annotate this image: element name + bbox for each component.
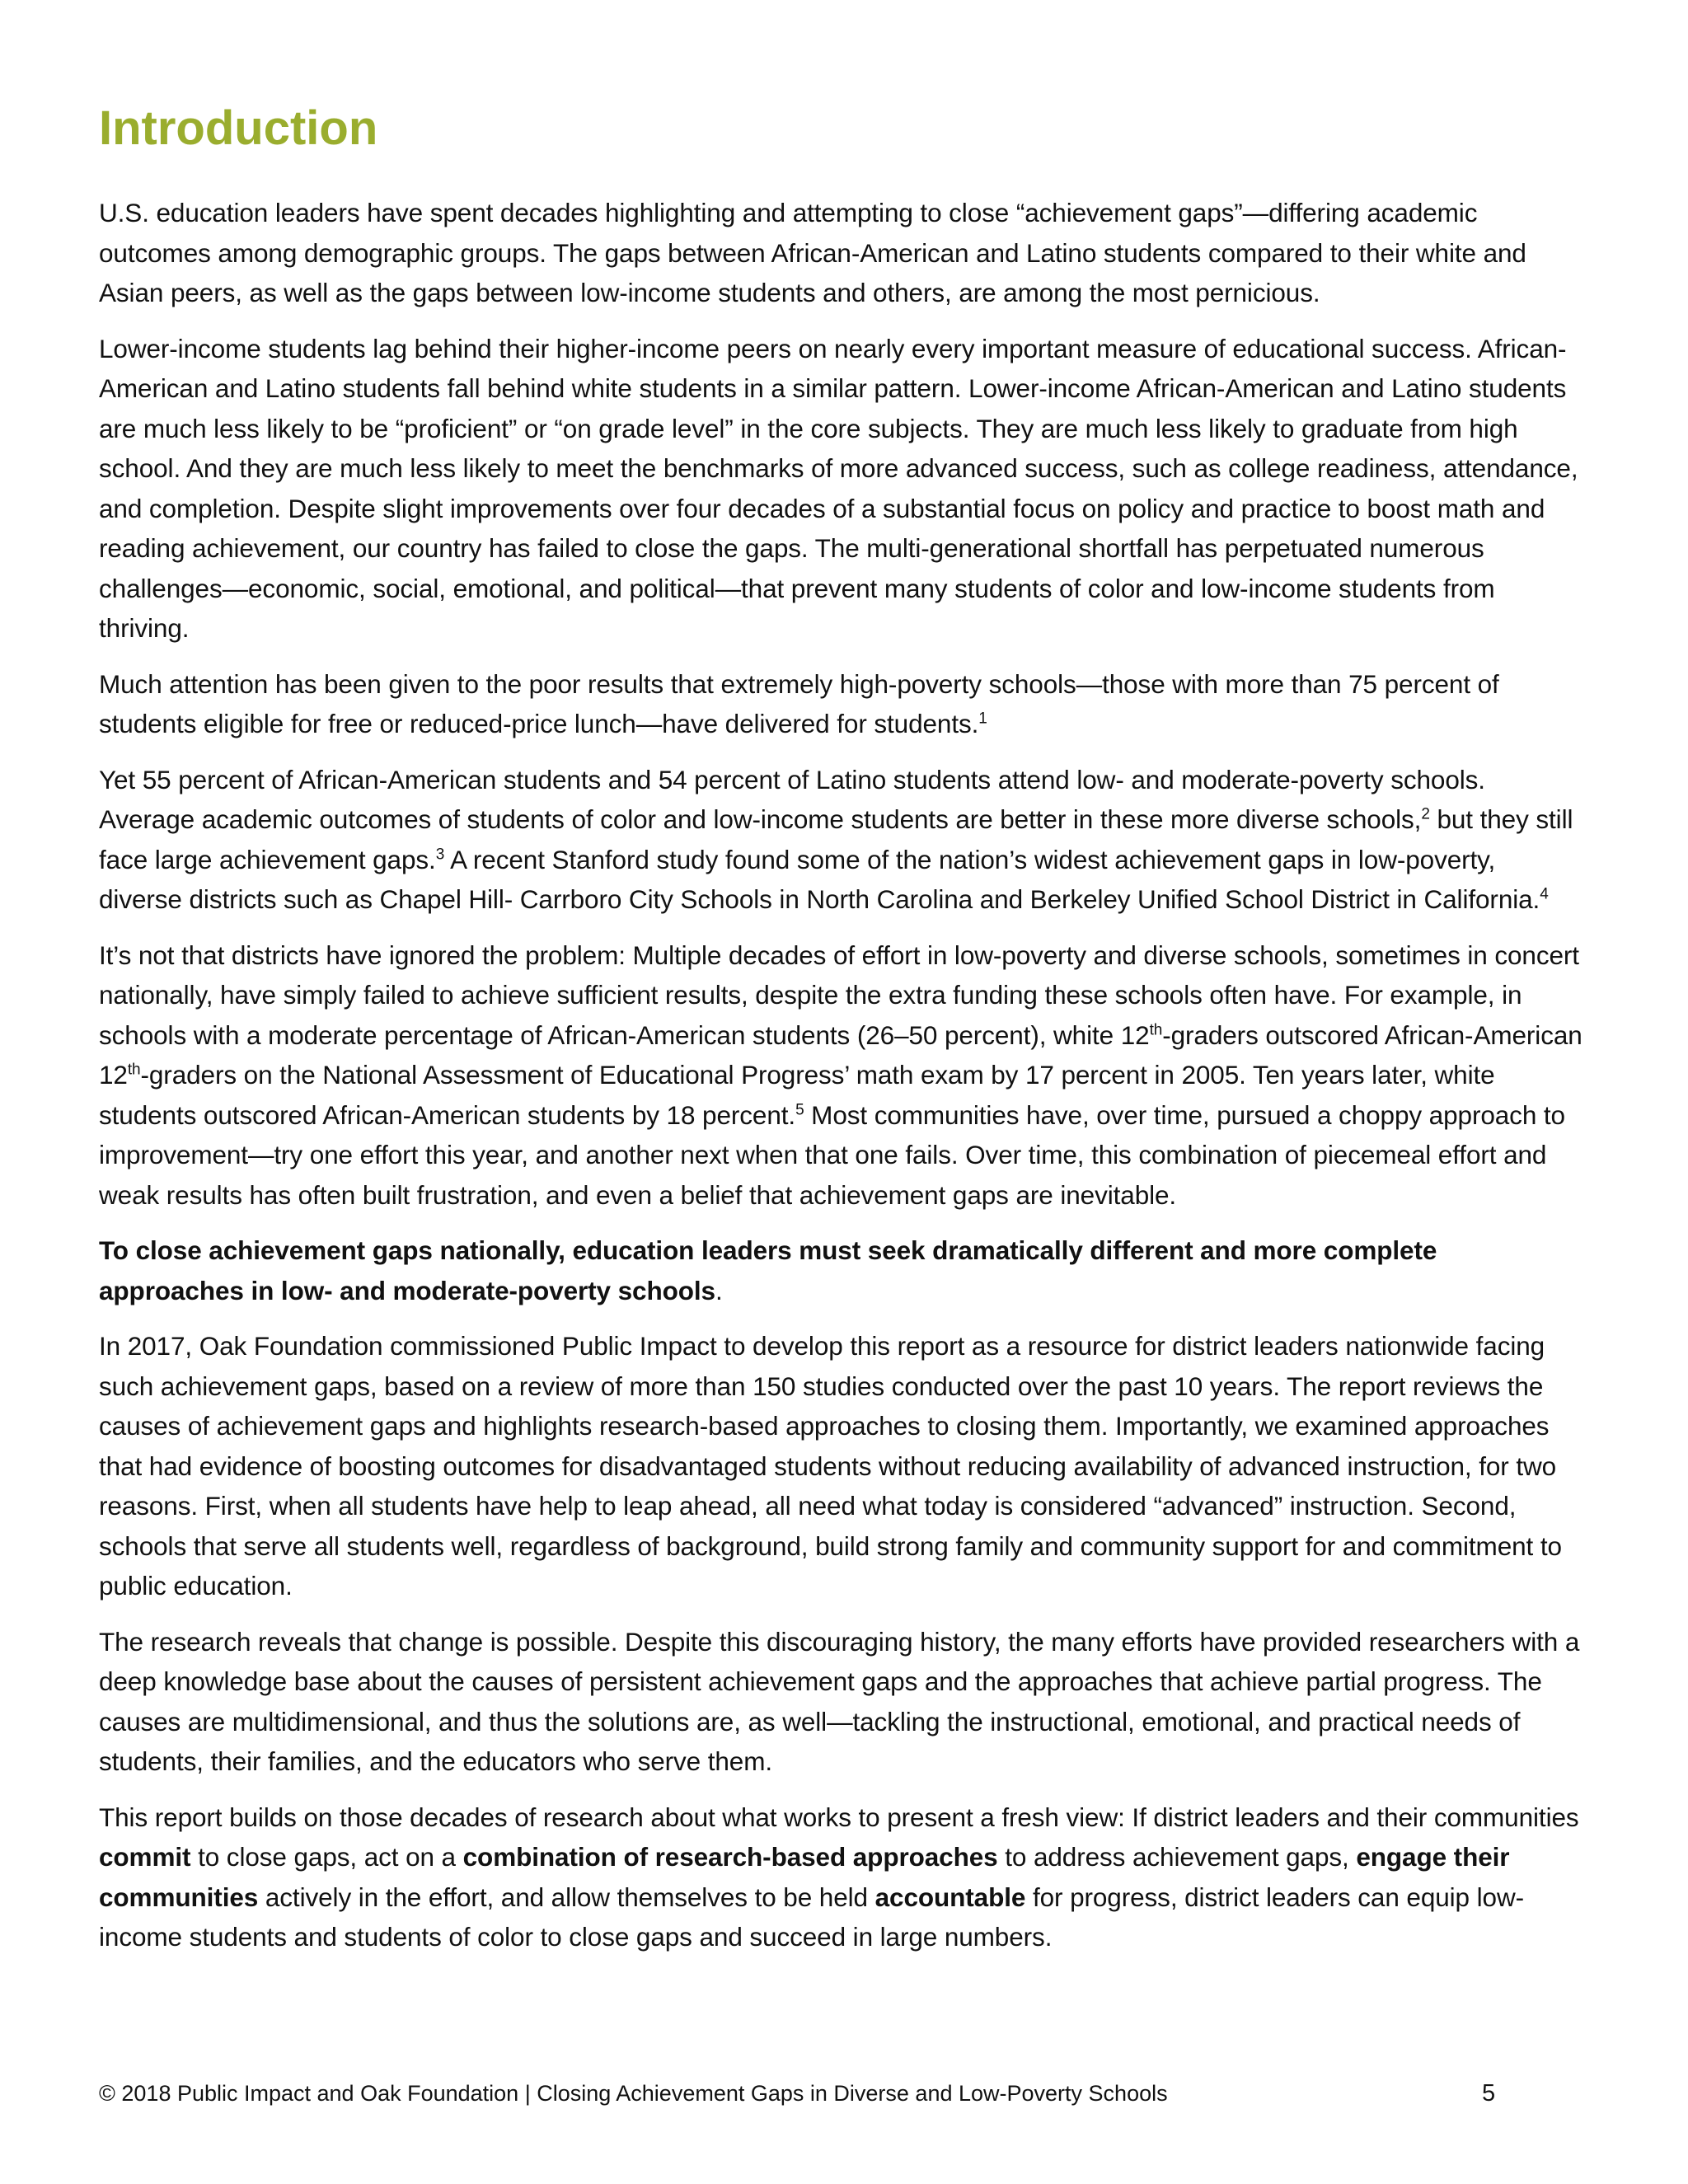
paragraph-9-text-d: to address achievement gaps,: [997, 1842, 1357, 1872]
paragraph-4-text-a: Yet 55 percent of African-American students and 54 percent of Latino students attend low- and moderate-poverty schools. Average academic outcomes of students of color and low-income students are better in these more diverse schools,: [99, 764, 1485, 834]
bold-engage: engage their communities: [99, 1842, 1510, 1912]
bold-commit: commit: [99, 1842, 191, 1872]
paragraph-3-text: Much attention has been given to the poor results that extremely high-poverty schools—those with more than 75 percent of students eligible for free or reduced-price lunch—have delivered for students.: [99, 668, 1499, 738]
paragraph-2: Lower-income students lag behind their higher-income peers on nearly every important measure of educational success. African-American and Latino students fall behind white students in a similar pattern. Lower-income African-American and Latino students are much less likely to be “proficient” or “on grade level” in the core subjects. They are much less likely to graduate from high school. And they are much less likely to meet the benchmarks of more advanced success, such as college readiness, attendance, and completion. Despite slight improvements over four decades of a substantial focus on policy and practice to boost math and reading achievement, our country has failed to close the gaps. The multi-generational shortfall has perpetuated numerous challenges—economic, social, emotional, and political—that prevent many students of color and low-income students from thriving.: [99, 333, 1578, 643]
callout-bold-text: To close achievement gaps nationally, education leaders must seek dramatically different and more complete approaches in low- and moderate-poverty schools: [99, 1235, 1437, 1305]
page-content: [99, 97, 1582, 1973]
footnote-ref-2: 2: [1421, 805, 1430, 823]
paragraph-7: In 2017, Oak Foundation commissioned Public Impact to develop this report as a resource for district leaders nationwide facing such achievement gaps, based on a review of more than 150 studies conducted over the past 10 years. The report reviews the causes of achievement gaps and highlights research-based approaches to closing them. Importantly, we examined approaches that had evidence of boosting outcomes for disadvantaged students without reducing availability of advanced instruction, for two reasons. First, when all students have help to leap ahead, all need what today is considered “advanced” instruction. Second, schools that serve all students well, regardless of background, build strong family and community support for and commitment to public education.: [99, 1331, 1562, 1601]
footnote-ref-1: 1: [978, 710, 987, 728]
paragraph-5: [99, 935, 1582, 1216]
bold-accountable: accountable: [874, 1882, 1026, 1912]
paragraph-4-text-c: A recent Stanford study found some of the nation’s widest achievement gaps in low-poverty, diverse districts such as Chapel Hill- Carrboro City Schools in North Carolina and Berkeley Unified School District in California.: [99, 844, 1540, 914]
paragraph-9-text-f: for progress, district leaders can equip low-income students and students of color to close gaps and succeed in large numbers.: [99, 1882, 1524, 1952]
paragraph-8: The research reveals that change is possible. Despite this discouraging history, the many efforts have provided researchers with a deep knowledge base about the causes of persistent achievement gaps and the approaches that achieve partial progress. The causes are multidimensional, and thus the solutions are, as well—tackling the instructional, emotional, and practical needs of students, their families, and the educators who serve them.: [99, 1626, 1580, 1776]
bold-combination: combination of research-based approaches: [462, 1842, 998, 1872]
page-number: 5: [1482, 2080, 1496, 2107]
paragraph-5-text-d: Most communities have, over time, pursued a choppy approach to improvement—try one effort this year, and another next when that one fails. Over time, this combination of piecemeal effort and weak results has often built frustration, and even a belief that achievement gaps are inevitable.: [99, 1099, 1565, 1210]
ordinal-suffix: th: [1149, 1021, 1163, 1038]
footnote-ref-5: 5: [795, 1101, 804, 1118]
footnote-ref-3: 3: [435, 846, 445, 863]
callout-period: .: [715, 1275, 723, 1305]
ordinal-suffix: th: [127, 1061, 141, 1079]
paragraph-6-callout: [99, 1230, 1582, 1310]
paragraph-5-text-c: -graders on the National Assessment of Educational Progress’ math exam by 17 percent in 2005. Ten years later, white students outscored African-American students by 18 percent.: [99, 1060, 1495, 1130]
footnote-ref-4: 4: [1540, 885, 1549, 903]
paragraph-9-text-c: to close gaps, act on a: [190, 1842, 463, 1872]
paragraph-1: U.S. education leaders have spent decades highlighting and attempting to close “achievement gaps”—differing academic outcomes among demographic groups. The gaps between African-American and Latino students compared to their white and Asian peers, as well as the gaps between low-income students and others, are among the most pernicious.: [99, 198, 1526, 307]
paragraph-4-text-b: but they still face large achievement gaps.: [99, 804, 1573, 874]
paragraph-9-text-a: This report builds on those decades of research about what works to present a fresh view: If district leaders and their communities: [99, 1802, 1579, 1832]
paragraph-5-text-b: -graders outscored African-American 12: [99, 1019, 1582, 1090]
paragraph-9-text-e: actively in the effort, and allow themselves to be held: [258, 1882, 875, 1912]
footer-text: © 2018 Public Impact and Oak Foundation | Closing Achievement Gaps in Diverse and Low-Poverty Schools: [99, 2081, 1168, 2106]
paragraph-9: [99, 1797, 1582, 1957]
paragraph-5-text-a: It’s not that districts have ignored the problem: Multiple decades of effort in low-poverty and diverse schools, sometimes in concert nationally, have simply failed to achieve sufficient results, despite the extra funding these schools often have. For example, in schools with a moderate percentage of African-American students (26–50 percent), white 12: [99, 940, 1579, 1050]
page-footer: [99, 2079, 1500, 2108]
section-heading: Introduction: [99, 101, 378, 155]
paragraph-4: [99, 760, 1582, 920]
paragraph-3: [99, 664, 1582, 744]
